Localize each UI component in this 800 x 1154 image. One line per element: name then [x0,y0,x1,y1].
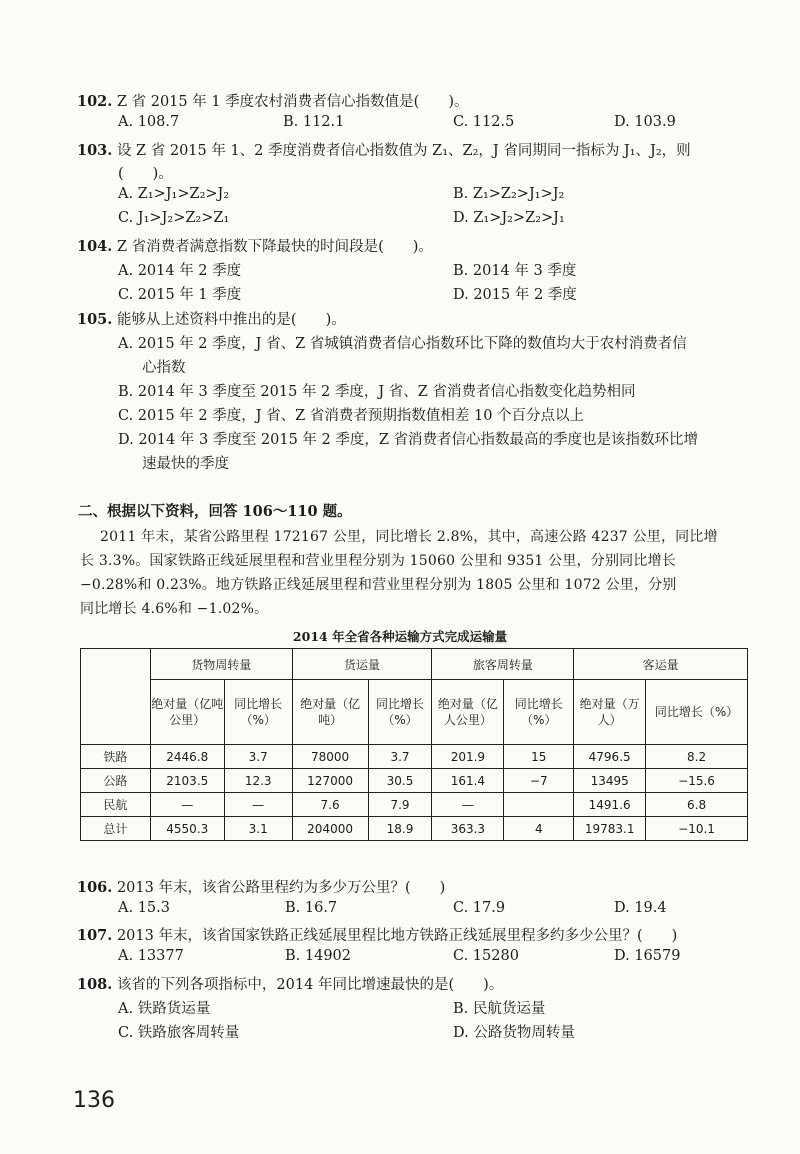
table-cell: 13495 [574,769,646,793]
option-d: D. 19.4 [614,900,667,916]
column-header: 同比增长（%） [224,680,292,745]
table-cell: 30.5 [368,769,432,793]
question-text: Z 省消费者满意指数下降最快的时间段是( )。 [116,239,433,255]
option-b: B. Z₁>Z₂>J₁>J₂ [453,186,565,202]
option-c: C. 112.5 [453,114,515,130]
option-a: A. 2014 年 2 季度 [118,263,242,279]
question-104 [77,235,433,256]
question-number: 103. [77,142,113,159]
paragraph-line: 长 3.3%。国家铁路正线延展里程和营业里程分别为 15060 公里和 9351 公里，分别同比增长 [80,553,676,569]
table-cell: 7.9 [368,793,432,817]
table-cell: 6.8 [646,793,748,817]
table-cell: — [432,793,504,817]
column-header: 绝对量（亿人公里） [432,680,504,745]
option-d: D. 103.9 [614,114,676,130]
option-c: C. 15280 [453,948,519,964]
row-label: 总计 [81,817,151,841]
table-cell: −10.1 [646,817,748,841]
table-cell: 3.7 [368,745,432,769]
question-number: 102. [77,93,113,110]
table-cell: −15.6 [646,769,748,793]
table-cell: 4 [504,817,574,841]
option-d: D. Z₁>J₂>Z₂>J₁ [453,210,565,226]
table-cell: 1491.6 [574,793,646,817]
question-103 [77,139,691,160]
table-row [81,769,748,793]
table-cell: 201.9 [432,745,504,769]
option-d: D. 2015 年 2 季度 [453,287,577,303]
option-a: A. Z₁>J₁>Z₂>J₂ [118,186,230,202]
table-cell: 363.3 [432,817,504,841]
question-text: 2013 年末，该省公路里程约为多少万公里？( ) [116,880,446,896]
table-cell: 4796.5 [574,745,646,769]
table-cell: 161.4 [432,769,504,793]
option-c: C. J₁>J₂>Z₂>Z₁ [118,210,230,226]
question-105 [77,308,346,329]
option-a: A. 15.3 [118,900,170,916]
option-b: B. 2014 年 3 季度至 2015 年 2 季度，J 省、Z 省消费者信心指数变化趋势相同 [118,384,636,400]
table-cell: — [224,793,292,817]
group-header: 货运量 [292,649,432,680]
option-a: A. 108.7 [118,114,180,130]
table-caption: 2014 年全省各种运输方式完成运输量 [292,629,508,644]
option-d: D. 2014 年 3 季度至 2015 年 2 季度，Z 省消费者信心指数最高的季度也是该指数环比增 [118,432,699,448]
question-number: 107. [77,927,113,944]
option-b: B. 16.7 [285,900,338,916]
row-label: 公路 [81,769,151,793]
table-cell: 8.2 [646,745,748,769]
paragraph-line: −0.28%和 0.23%。地方铁路正线延展里程和营业里程分别为 1805 公里和 1072 公里，分别 [80,577,677,593]
option-d: D. 16579 [614,948,681,964]
table-cell: 4550.3 [150,817,224,841]
question-number: 106. [77,879,113,896]
option-c: C. 2015 年 1 季度 [118,287,242,303]
option-b: B. 民航货运量 [453,1001,546,1017]
question-text: Z 省 2015 年 1 季度农村消费者信心指数值是( )。 [116,94,469,110]
question-text-continued: ( )。 [118,166,173,182]
option-a-continued: 心指数 [142,360,186,376]
column-header: 绝对量（亿吨公里） [150,680,224,745]
column-header: 绝对量（亿吨） [292,680,368,745]
column-header: 同比增长（%） [504,680,574,745]
table-cell: 3.1 [224,817,292,841]
table-row [81,745,748,769]
question-106 [77,876,445,897]
option-b: B. 112.1 [283,114,345,130]
question-number: 105. [77,311,113,328]
table-row [81,817,748,841]
table-cell: 19783.1 [574,817,646,841]
table-cell: 3.7 [224,745,292,769]
section-title: 二、根据以下资料，回答 106～110 题。 [78,503,352,520]
column-header: 同比增长（%） [368,680,432,745]
question-text: 2013 年末，该省国家铁路正线延展里程比地方铁路正线延展里程多约多少公里？( ) [116,928,678,944]
question-107 [77,924,677,945]
question-text: 能够从上述资料中推出的是( )。 [116,312,346,328]
table-cell: 12.3 [224,769,292,793]
table-cell: 2103.5 [150,769,224,793]
option-d: D. 公路货物周转量 [453,1025,575,1041]
table-cell: −7 [504,769,574,793]
paragraph-line: 同比增长 4.6%和 −1.02%。 [80,601,269,617]
table-cell: 18.9 [368,817,432,841]
option-a: A. 2015 年 2 季度，J 省、Z 省城镇消费者信心指数环比下降的数值均大于农村消费者信 [118,336,687,352]
group-header: 客运量 [574,649,748,680]
corner-cell [81,649,151,745]
row-label: 铁路 [81,745,151,769]
question-text: 该省的下列各项指标中，2014 年同比增速最快的是( )。 [116,977,504,993]
option-c: C. 17.9 [453,900,506,916]
option-a: A. 13377 [118,948,184,964]
question-number: 104. [77,238,113,255]
question-102 [77,90,469,111]
option-b: B. 2014 年 3 季度 [453,263,577,279]
table-row [81,793,748,817]
option-b: B. 14902 [285,948,352,964]
page-number: 136 [73,1088,115,1113]
option-c: C. 铁路旅客周转量 [118,1025,240,1041]
column-header: 绝对量（万人） [574,680,646,745]
question-text: 设 Z 省 2015 年 1、2 季度消费者信心指数值为 Z₁、Z₂，J 省同期同一指标为 J₁、J₂，则 [116,143,691,159]
table-cell: 78000 [292,745,368,769]
table-cell: 127000 [292,769,368,793]
table-cell: 204000 [292,817,368,841]
option-a: A. 铁路货运量 [118,1001,211,1017]
option-c: C. 2015 年 2 季度，J 省、Z 省消费者预期指数值相差 10 个百分点以上 [118,408,585,424]
table-cell: 2446.8 [150,745,224,769]
table-cell: 15 [504,745,574,769]
question-108 [77,973,503,994]
row-label: 民航 [81,793,151,817]
option-d-continued: 速最快的季度 [142,456,229,472]
paragraph-line: 2011 年末，某省公路里程 172167 公里，同比增长 2.8%，其中，高速公路 4237 公里，同比增 [100,529,718,545]
question-number: 108. [77,976,113,993]
group-header: 旅客周转量 [432,649,574,680]
group-header: 货物周转量 [150,649,292,680]
transport-table [80,648,748,841]
column-header: 同比增长（%） [646,680,748,745]
table-cell [504,793,574,817]
table-cell: 7.6 [292,793,368,817]
table-cell: — [150,793,224,817]
